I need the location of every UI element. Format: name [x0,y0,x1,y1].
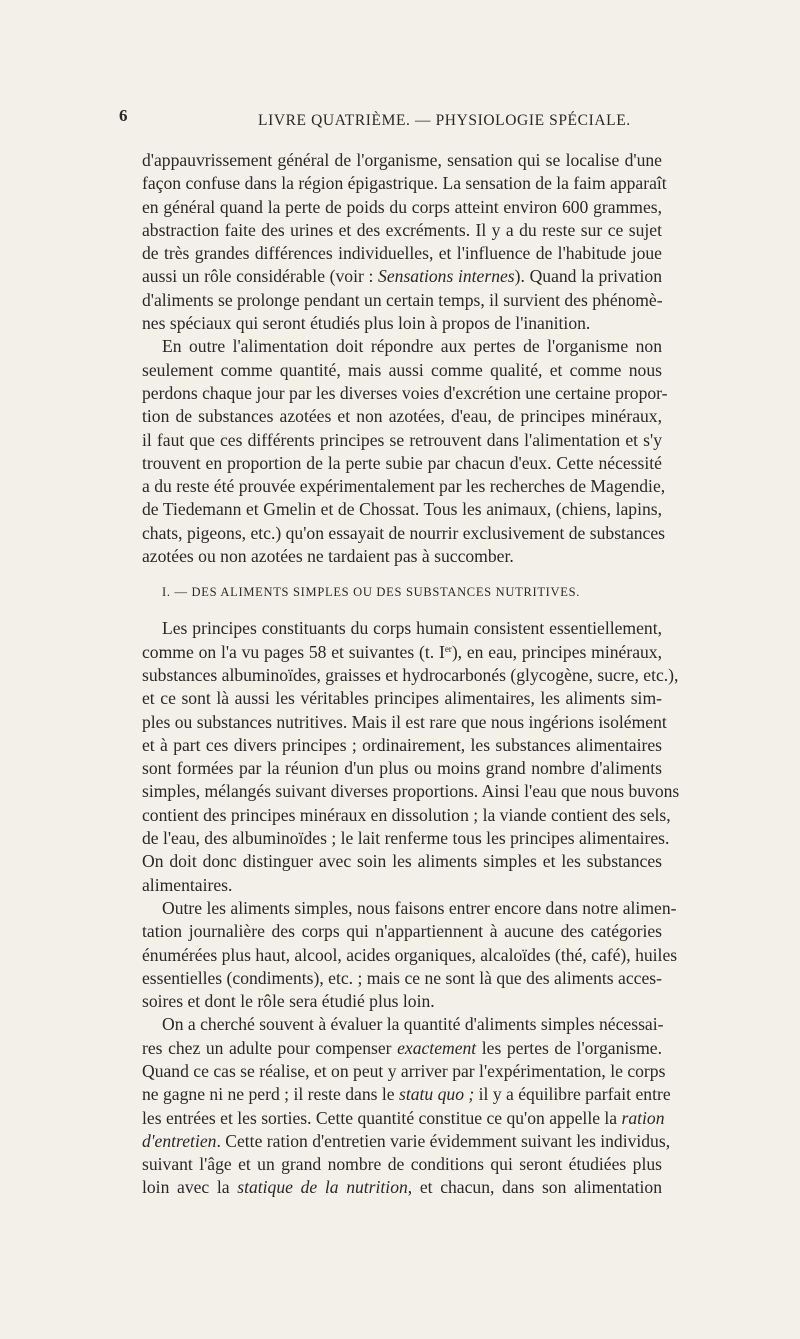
text-line: d'appauvrissement général de l'organisme, sensation qui se localise d'une [142,150,662,170]
text-line: soires et dont le rôle sera étudié plus loin. [142,991,435,1012]
text-line: il faut que ces différents principes se retrouvent dans l'alimentation et s'y [142,429,662,450]
text-line: aussi un rôle considérable (voir : Sensations internes). Quand la privation [142,266,662,287]
text-line: tation journalière des corps qui n'appartiennent à aucune des catégories [142,921,662,942]
text-line: substances albuminoïdes, graisses et hydrocarbonés (glycogène, sucre, etc.), [142,664,679,685]
running-title: LIVRE QUATRIÈME. — PHYSIOLOGIE SPÉCIALE. [258,112,631,129]
text-line: On doit donc distinguer avec soin les aliments simples et les substances [142,851,662,872]
text-line: Outre les aliments simples, nous faisons entrer encore dans notre alimen- [162,897,677,918]
page-header [0,106,800,136]
text-line: et ce sont là aussi les véritables principes alimentaires, les aliments sim- [142,688,662,709]
text-line: contient des principes minéraux en dissolution ; la viande contient des sels, [142,804,671,825]
text-line: de l'eau, des albuminoïdes ; le lait renferme tous les principes alimentaires. [142,828,670,849]
text-line: abstraction faite des urines et des excréments. Il y a du reste sur ce sujet [142,219,662,240]
text-line: façon confuse dans la région épigastrique. La sensation de la faim apparaît [142,173,667,194]
text-line: ples ou substances nutritives. Mais il est rare que nous ingérions isolément [142,711,667,732]
text-line: sont formées par la réunion d'un plus ou moins grand nombre d'aliments [142,758,662,779]
text-line: tion de substances azotées et non azotées, d'eau, de principes minéraux, [142,406,662,427]
text-line: azotées ou non azotées ne tardaient pas à succomber. [142,546,514,567]
text-line: chats, pigeons, etc.) qu'on essayait de nourrir exclusivement de substances [142,522,666,543]
text-line: nes spéciaux qui seront étudiés plus loin à propos de l'inanition. [142,313,591,334]
text-line: de très grandes différences individuelles, et l'influence de l'habitude joue [142,243,662,264]
text-line: seulement comme quantité, mais aussi comme qualité, et comme nous [142,359,662,380]
text-line: Les principes constituants du corps humain consistent essentiellement, [162,618,662,639]
text-line: a du reste été prouvée expérimentalement par les recherches de Magendie, [142,476,666,497]
page-number: 6 [119,106,128,125]
text-line: en général quand la perte de poids du corps atteint environ 600 grammes, [142,196,662,217]
paragraph-2 [142,335,668,568]
text-line: de Tiedemann et Gmelin et de Chossat. Tous les animaux, (chiens, lapins, [142,499,662,520]
text-line: et à part ces divers principes ; ordinairement, les substances alimentaires [142,734,662,755]
paragraph-1 [142,149,667,335]
text-line: res chez un adulte pour compenser exactement les pertes de l'organisme. [142,1037,662,1058]
text-line: d'entretien. Cette ration d'entretien varie évidemment suivant les individus, [142,1130,671,1151]
text-line: les entrées et les sorties. Cette quantité constitue ce qu'on appelle la ration [142,1107,665,1128]
text-line: On a cherché souvent à évaluer la quantité d'aliments simples nécessai- [162,1014,664,1035]
body-text [142,149,680,1200]
text-line: perdons chaque jour par les diverses voies d'excrétion une certaine propor- [142,382,668,403]
text-line: ne gagne ni ne perd ; il reste dans le statu quo ; il y a équilibre parfait entre [142,1084,671,1105]
text-line: d'aliments se prolonge pendant un certain temps, il survient des phénomè- [142,289,663,310]
paragraph-5 [142,1013,671,1199]
text-line: simples, mélangés suivant diverses proportions. Ainsi l'eau que nous buvons [142,781,680,802]
text-line: suivant l'âge et un grand nombre de conditions qui seront étudiées plus [142,1154,662,1175]
paragraph-3 [142,617,680,897]
text-line: alimentaires. [142,874,233,895]
text-line: trouvent en proportion de la perte subie par chacun d'eux. Cette nécessité [142,452,662,473]
text-line: énumérées plus haut, alcool, acides organiques, alcaloïdes (thé, café), huiles [142,944,678,965]
text-line: Quand ce cas se réalise, et on peut y arriver par l'expérimentation, le corps [142,1060,666,1081]
text-line: essentielles (condiments), etc. ; mais ce ne sont là que des aliments acces- [142,967,662,988]
text-line: loin avec la statique de la nutrition, et chacun, dans son alimentation [142,1177,662,1198]
section-heading: I. — DES ALIMENTS SIMPLES OU DES SUBSTANCES NUTRITIVES. [162,585,581,600]
text-line: comme on l'a vu pages 58 et suivantes (t. Ier), en eau, principes minéraux, [142,641,662,662]
text-line: En outre l'alimentation doit répondre aux pertes de l'organisme non [162,336,662,357]
paragraph-4 [142,897,678,1013]
